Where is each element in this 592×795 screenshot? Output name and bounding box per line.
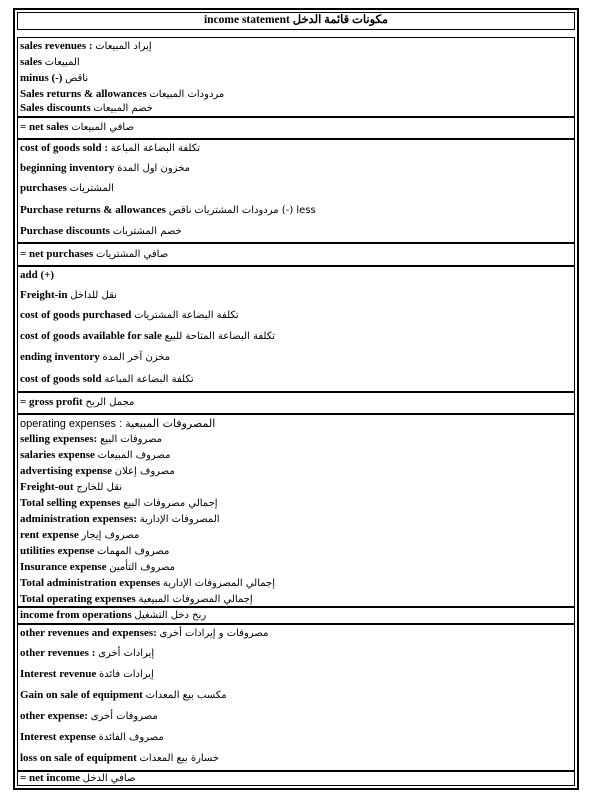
line-beginning-inventory: beginning inventory مخزون اول المدة xyxy=(20,162,191,174)
line-sales-discounts: Sales discounts خصم المبيعات xyxy=(20,102,153,114)
line-net-purchases: = net purchases صافي المشتريات xyxy=(20,248,169,260)
line-total-operating-expenses: Total operating expenses إجمالي المصروفات المبيعية xyxy=(20,593,253,605)
line-insurance-expense: Insurance expense مصروف التأمين xyxy=(20,561,176,573)
line-ending-inventory: ending inventory مخزن آخر المدة xyxy=(20,351,171,363)
sales-section xyxy=(17,37,575,117)
line-total-selling-expenses: Total selling expenses إجمالي مصروفات البيع xyxy=(20,497,218,509)
line-freight-out: Freight-out نقل للخارج xyxy=(20,481,123,493)
cost-section xyxy=(17,266,575,392)
line-gross-profit: = gross profit مجمل الربح xyxy=(20,396,135,408)
other-revenues-expenses-section xyxy=(17,624,575,771)
line-purchases: purchases المشتريات xyxy=(20,182,114,194)
cogs-section xyxy=(17,139,575,243)
net-purchases-row xyxy=(17,243,575,266)
line-other-revenues: other revenues : إيرادات أخرى xyxy=(20,647,155,659)
line-sales: sales المبيعات xyxy=(20,56,80,68)
line-advertising-expense: advertising expense مصروف إعلان xyxy=(20,465,175,477)
line-gain-on-sale: Gain on sale of equipment مكسب بيع المعدات xyxy=(20,689,227,701)
line-income-from-operations: income from operations ربح دخل التشغيل xyxy=(20,609,207,621)
line-interest-revenue: Interest revenue إيرادات فائدة xyxy=(20,668,154,680)
line-interest-expense: Interest expense مصروف الفائدة xyxy=(20,731,164,743)
income-from-operations-row xyxy=(17,607,575,624)
line-cogs-heading: cost of goods sold : تكلفة البضاعة المباعة xyxy=(20,142,201,154)
line-utilities-expense: utilities expense مصروف المهمات xyxy=(20,545,170,557)
line-other-expense: other expense: مصروفات أخرى xyxy=(20,710,158,722)
net-sales-row xyxy=(17,117,575,139)
line-net-sales: = net sales صافي المبيعات xyxy=(20,121,134,133)
line-cost-goods-sold: cost of goods sold تكلفة البضاعة المباعة xyxy=(20,373,194,385)
gross-profit-row xyxy=(17,392,575,414)
line-other-revenues-expenses: other revenues and expenses: مصروفات و إيرادات أخرى xyxy=(20,627,269,639)
line-sales-returns: Sales returns & allowances مردودات المبيعات xyxy=(20,88,225,100)
title-row xyxy=(17,12,575,30)
line-purchase-discounts: Purchase discounts خصم المشتريات xyxy=(20,225,182,237)
line-salaries-expense: salaries expense مصروف المبيعات xyxy=(20,449,171,461)
line-net-income: = net income صافي الدخل xyxy=(20,772,136,784)
income-statement-table xyxy=(17,12,575,786)
line-loss-on-sale: loss on sale of equipment خسارة بيع المعدات xyxy=(20,752,220,764)
line-add: add (+) xyxy=(20,269,55,281)
line-minus: minus (-) ناقص xyxy=(20,72,89,84)
operating-expenses-section xyxy=(17,414,575,607)
page-title: income statement مكونات قائمة الدخل xyxy=(203,14,389,26)
line-purchase-returns: Purchase returns & allowances مردودات المشتريات ناقص (-) less xyxy=(20,204,316,216)
line-freight-in: Freight-in نقل للداخل xyxy=(20,289,117,301)
line-administration-expenses: administration expenses: المصروفات الإدارية xyxy=(20,513,220,525)
line-cost-goods-available: cost of goods available for sale تكلفة البضاعة المتاحة للبيع xyxy=(20,330,276,342)
line-total-administration-expenses: Total administration expenses إجمالي المصروفات الإدارية xyxy=(20,577,276,589)
line-sales-revenues: sales revenues : إيراد المبيعات xyxy=(20,40,152,52)
line-operating-expenses: operating expenses : المصروفات المبيعية xyxy=(20,417,216,430)
line-rent-expense: rent expense مصروف إيجار xyxy=(20,529,140,541)
line-selling-expenses: selling expenses: مصروفات البيع xyxy=(20,433,163,445)
net-income-row xyxy=(17,771,575,786)
line-cost-goods-purchased: cost of goods purchased تكلفة البضاعة المشتريات xyxy=(20,309,239,321)
